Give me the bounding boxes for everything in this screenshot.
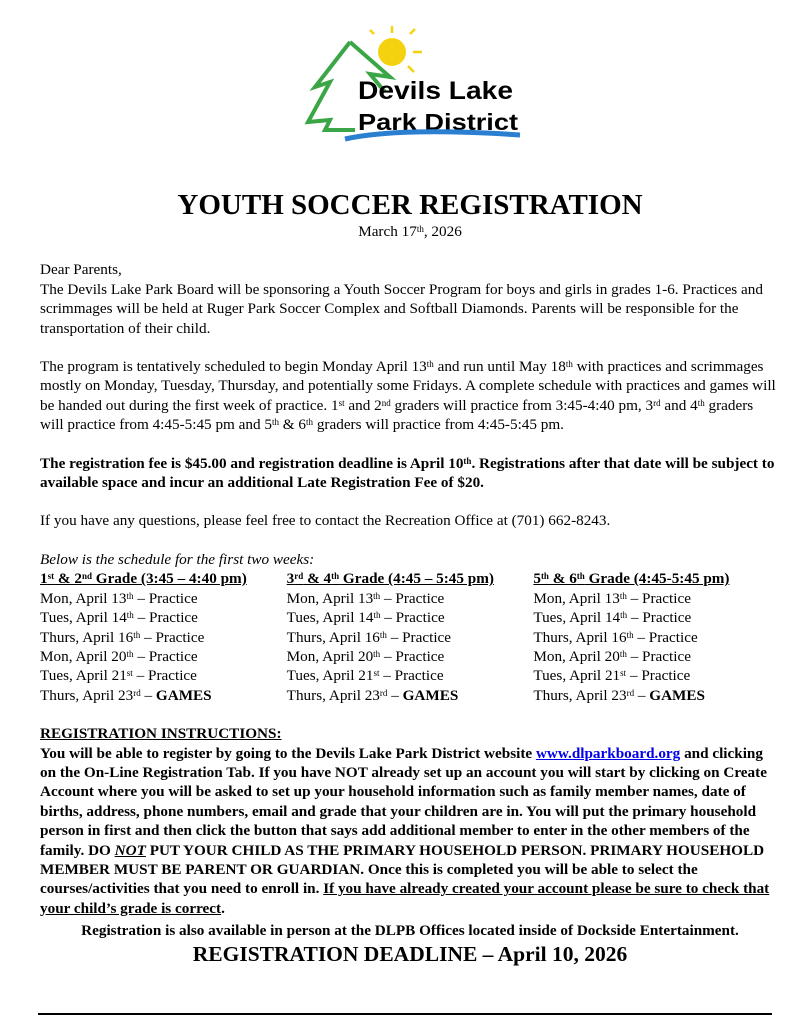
schedule-column-header: 5th & 6th Grade (4:45-5:45 pm) bbox=[533, 570, 730, 588]
schedule-row: Thurs, April 16th – Practice bbox=[533, 628, 698, 646]
greeting: Dear Parents, bbox=[40, 261, 122, 279]
fee-paragraph: The registration fee is $45.00 and registration deadline is April 10th. Registrations after that date will be subject to available space and incur an additional Late Registration Fee of $20. bbox=[40, 454, 775, 492]
website-link[interactable]: www.dlparkboard.org bbox=[535, 744, 681, 762]
schedule-row: Tues, April 21st – Practice bbox=[533, 667, 691, 685]
schedule-column-header: 3rd & 4th Grade (4:45 – 5:45 pm) bbox=[286, 570, 494, 588]
schedule-row: Mon, April 13th – Practice bbox=[40, 589, 198, 607]
program-schedule-paragraph: The program is tentatively scheduled to begin Monday April 13th and run until May 18th with practices and scrimmages mostly on Monday, Tuesday, Thursday, and potentially some Fridays. A complete schedule with practices and games will be handed out during the first week of practice. 1st and 2nd graders will practice from 3:45-4:40 pm, 3rd and 4th graders will practice from 4:45-5:45 pm and 5th & 6th graders will practice from 4:45-5:45 pm. bbox=[40, 358, 776, 434]
instructions-heading: REGISTRATION INSTRUCTIONS: bbox=[40, 725, 282, 743]
schedule-row: Mon, April 20th – Practice bbox=[286, 647, 445, 665]
intro-paragraph: The Devils Lake Park Board will be sponsoring a Youth Soccer Program for boys and girls in grades 1-6. Practices and scrimmages will be held at Ruger Park Soccer Complex and Softball Diamonds. Parents will be responsible for the transportation of their child. bbox=[40, 280, 763, 337]
schedule-column bbox=[287, 569, 534, 705]
document-date: March 17th, 2026 bbox=[358, 223, 462, 240]
deadline-heading: REGISTRATION DEADLINE – April 10, 2026 bbox=[192, 941, 628, 966]
instructions-paragraph: You will be able to register by going to the Devils Lake Park District website www.dlparkboard.org and clicking on the On-Line Registration Tab. If you have NOT already set up an account you will start by clicking on Create Account where you will be asked to set up your household information such as family member names, date of births, address, phone numbers, email and grade that your children are in. You will put the primary household person in first and then click the button that says add additional member to enter in the other members of the family. DO NOT PUT YOUR CHILD AS THE PRIMARY HOUSEHOLD PERSON. PRIMARY HOUSEHOLD MEMBER MUST BE PARENT OR GUARDIAN. Once this is completed you will be able to select the courses/activities that you need to enroll in. If you have already created your account please be sure to check that your child’s grade is correct. bbox=[40, 744, 770, 917]
schedule-row: Tues, April 14th – Practice bbox=[533, 609, 692, 627]
schedule-column-header: 1st & 2nd Grade (3:45 – 4:40 pm) bbox=[40, 570, 247, 588]
schedule-row: Thurs, April 23rd – GAMES bbox=[40, 686, 212, 704]
bottom-divider bbox=[38, 1013, 772, 1015]
in-person-note: Registration is also available in person at the DLPB Offices located inside of Dockside Entertainment. bbox=[81, 922, 739, 940]
schedule-table bbox=[40, 569, 780, 705]
schedule-column bbox=[533, 569, 780, 705]
schedule-row: Mon, April 13th – Practice bbox=[286, 589, 445, 607]
schedule-row: Mon, April 13th – Practice bbox=[533, 589, 691, 607]
schedule-row: Tues, April 14th – Practice bbox=[40, 609, 198, 627]
water-icon bbox=[345, 132, 520, 139]
schedule-row: Thurs, April 23rd – GAMES bbox=[286, 686, 459, 704]
contact-paragraph: If you have any questions, please feel free to contact the Recreation Office at (701) 662-8243. bbox=[40, 512, 611, 530]
schedule-row: Thurs, April 16th – Practice bbox=[40, 628, 205, 646]
schedule-row: Mon, April 20th – Practice bbox=[533, 647, 691, 665]
page-title: YOUTH SOCCER REGISTRATION bbox=[177, 189, 643, 221]
schedule-row: Thurs, April 23rd – GAMES bbox=[533, 686, 705, 704]
schedule-intro: Below is the schedule for the first two weeks: bbox=[40, 550, 315, 568]
schedule-row: Thurs, April 16th – Practice bbox=[286, 628, 452, 646]
logo-line-1: Devils Lake bbox=[358, 77, 514, 105]
schedule-row: Tues, April 14th – Practice bbox=[286, 609, 445, 627]
schedule-row: Tues, April 21st – Practice bbox=[286, 667, 444, 685]
logo-line-2: Park District bbox=[358, 109, 519, 135]
schedule-row: Mon, April 20th – Practice bbox=[40, 647, 198, 665]
park-district-logo bbox=[300, 22, 525, 147]
schedule-column bbox=[40, 569, 287, 705]
schedule-row: Tues, April 21st – Practice bbox=[40, 667, 197, 685]
